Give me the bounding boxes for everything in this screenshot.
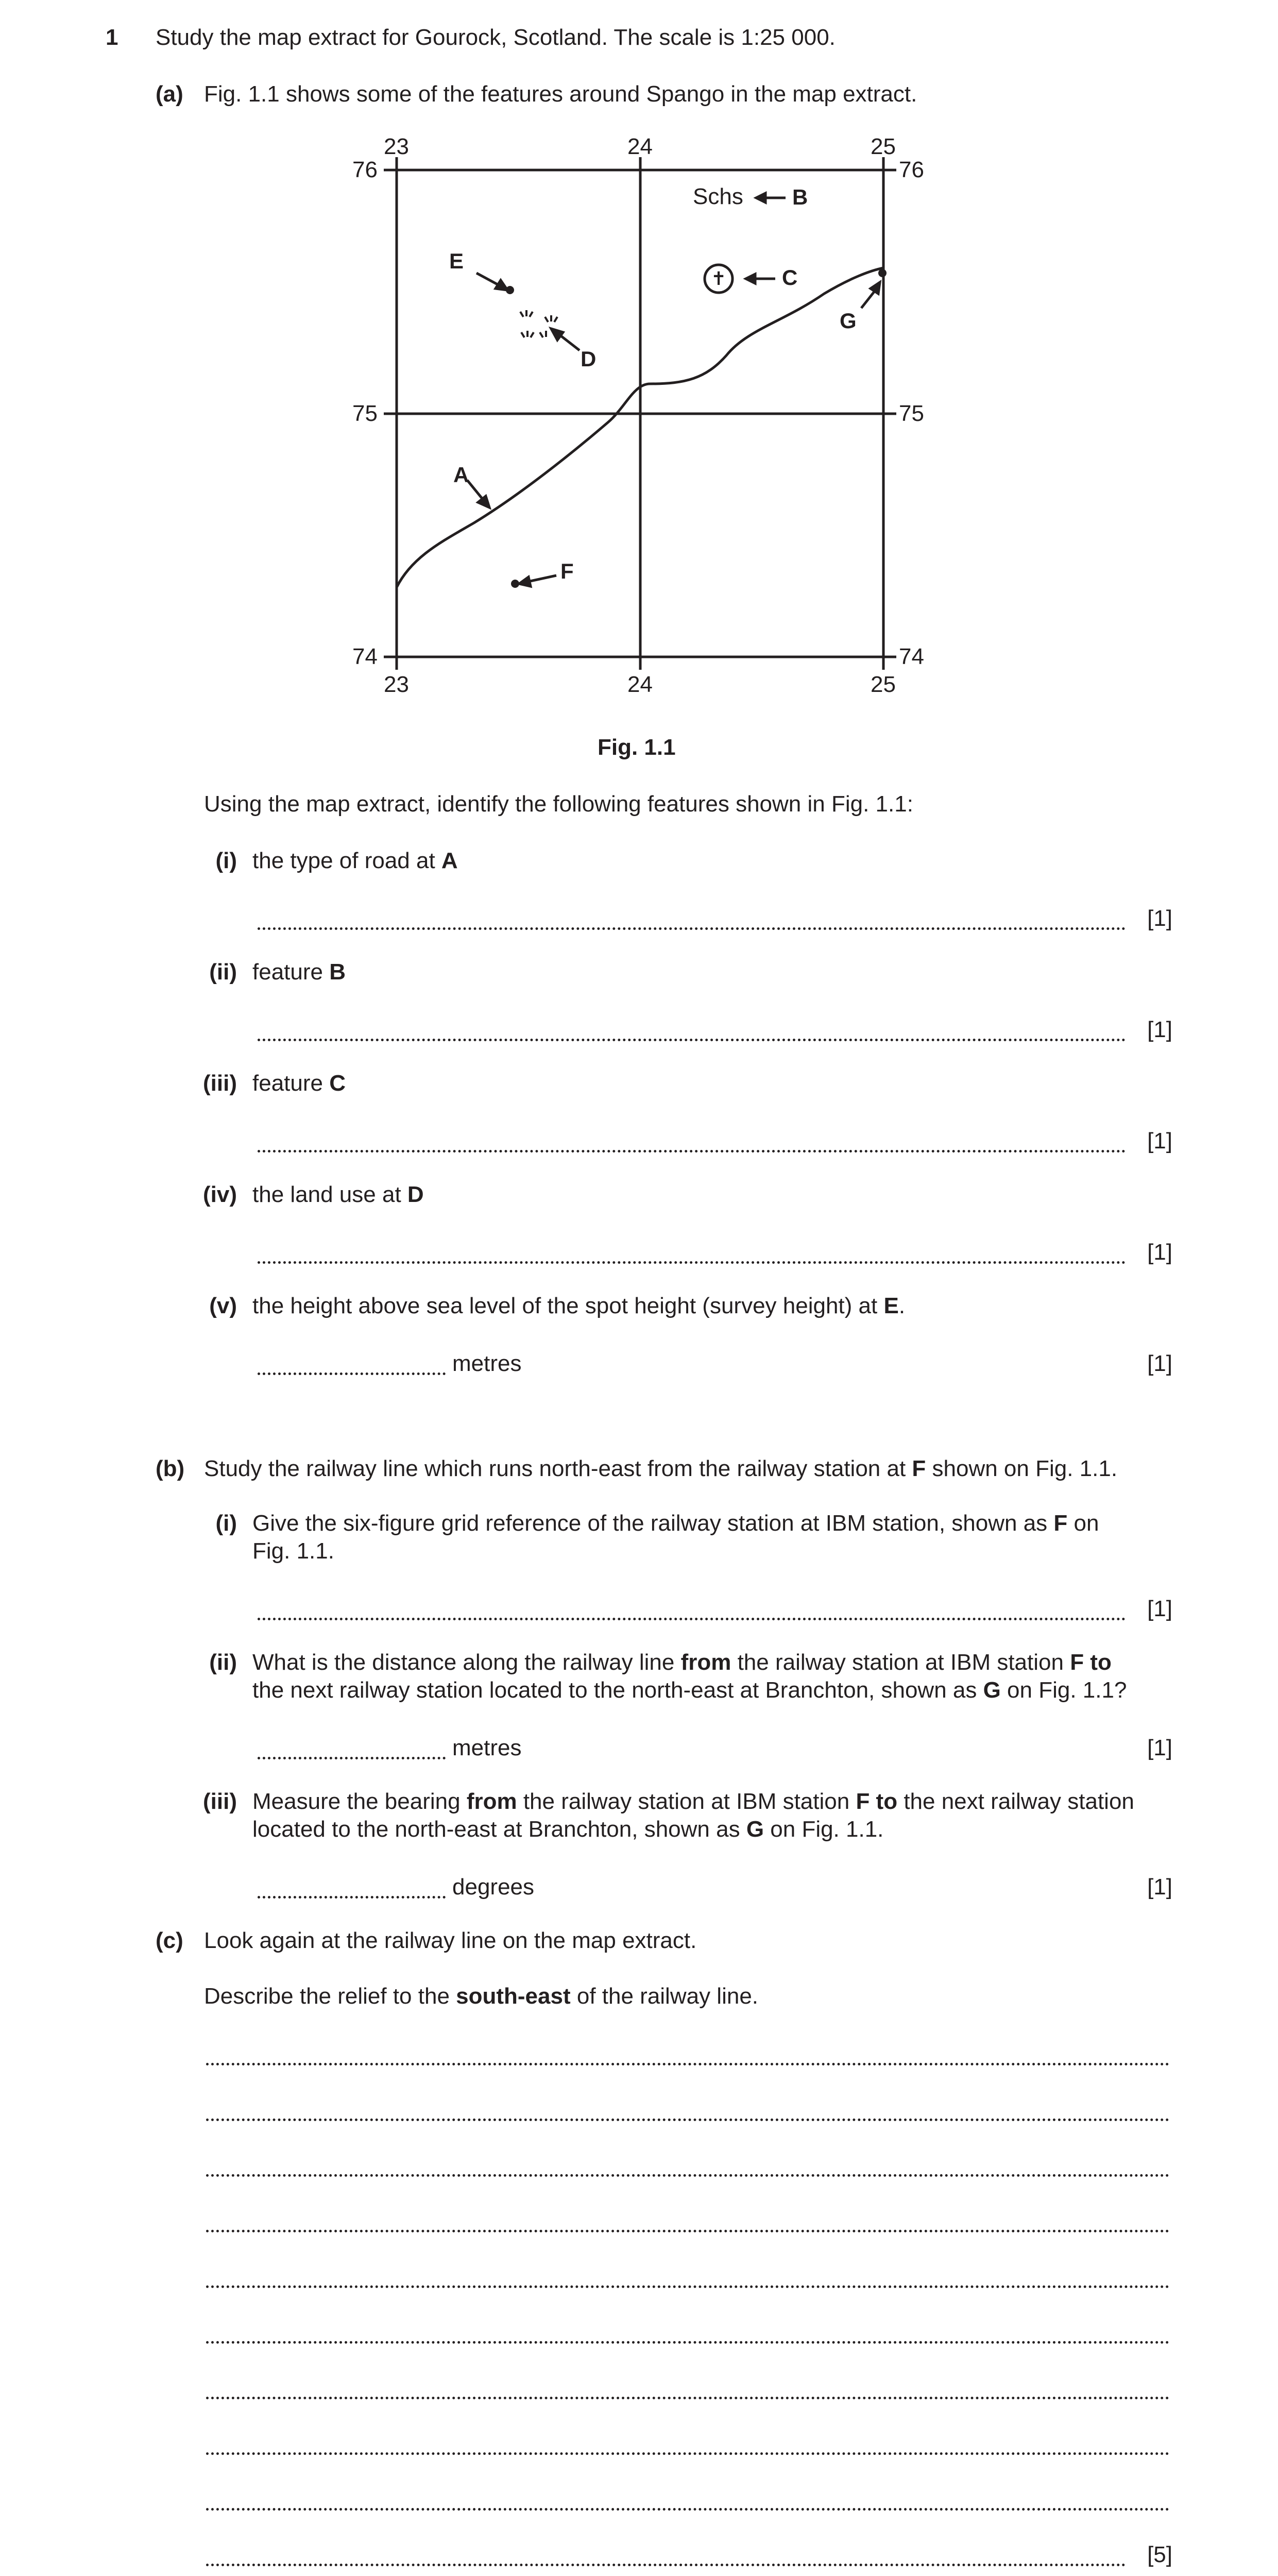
answer-line-c-4[interactable] (206, 2230, 1169, 2232)
unit-b-ii: metres (452, 1735, 522, 1760)
answer-line-c-3[interactable] (206, 2174, 1169, 2177)
land-use-symbol-D (520, 310, 557, 337)
answer-line-c-10[interactable] (206, 2564, 1126, 2566)
answer-line-a-v[interactable] (258, 1372, 446, 1375)
map-label-B: B (792, 185, 808, 209)
item-b-iii-line2: located to the north-east at Branchton, shown as G on Fig. 1.1. (252, 1817, 884, 1842)
chapel-cross-icon: ✝ (711, 268, 727, 289)
answer-line-c-6[interactable] (206, 2341, 1169, 2344)
map-label-C: C (782, 265, 798, 290)
question-number: 1 (106, 25, 118, 50)
marks-a-v: [1] (1147, 1351, 1172, 1376)
map-label-E: E (449, 249, 464, 273)
y-tick-right-74: 74 (899, 644, 924, 669)
y-tick-left-74: 74 (352, 644, 378, 669)
marks-a-iv: [1] (1147, 1240, 1172, 1265)
item-a-ii-num: (ii) (209, 959, 237, 985)
unit-a-v: metres (452, 1351, 522, 1376)
part-c-label: (c) (156, 1928, 183, 1953)
part-a-label: (a) (156, 81, 183, 107)
unit-b-iii: degrees (452, 1874, 535, 1900)
part-c-intro: Look again at the railway line on the map extract. (204, 1928, 697, 1953)
y-tick-left-76: 76 (352, 157, 378, 182)
marks-b-i: [1] (1147, 1596, 1172, 1621)
answer-line-c-7[interactable] (206, 2397, 1169, 2399)
marks-a-ii: [1] (1147, 1017, 1172, 1042)
answer-line-b-iii[interactable] (258, 1896, 446, 1899)
part-b-label: (b) (156, 1456, 185, 1481)
answer-line-b-ii[interactable] (258, 1757, 446, 1759)
x-tick-top-24: 24 (627, 134, 653, 159)
x-tick-bottom-25: 25 (871, 672, 896, 697)
item-a-ii-text: feature B (252, 959, 346, 985)
answer-line-b-i[interactable] (258, 1618, 1126, 1620)
x-tick-bottom-24: 24 (627, 672, 653, 697)
item-a-i-num: (i) (215, 848, 237, 873)
map-label-F: F (560, 559, 574, 583)
answer-line-c-2[interactable] (206, 2119, 1169, 2121)
answer-line-a-iv[interactable] (258, 1261, 1126, 1264)
item-a-iv-text: the land use at D (252, 1182, 424, 1207)
item-b-i-line1: Give the six-figure grid reference of the railway station at IBM station, shown as F on (252, 1511, 1099, 1536)
map-grid (384, 157, 896, 670)
y-tick-right-76: 76 (899, 157, 924, 182)
map-figure (0, 0, 1278, 721)
item-b-ii-line1: What is the distance along the railway line from the railway station at IBM station F to (252, 1650, 1112, 1675)
answer-line-c-1[interactable] (206, 2063, 1169, 2065)
answer-line-c-5[interactable] (206, 2285, 1169, 2288)
item-b-i-line2: Fig. 1.1. (252, 1538, 334, 1564)
answer-line-a-ii[interactable] (258, 1039, 1126, 1041)
map-label-A: A (453, 463, 469, 487)
item-b-i-num: (i) (215, 1511, 237, 1536)
answer-line-c-8[interactable] (206, 2452, 1169, 2455)
point-G (878, 269, 887, 277)
item-a-v-num: (v) (209, 1293, 237, 1318)
fig-caption: Fig. 1.1 (598, 735, 676, 760)
x-tick-bottom-23: 23 (384, 672, 409, 697)
marks-b-ii: [1] (1147, 1735, 1172, 1760)
map-label-schs: Schs (693, 184, 743, 209)
y-tick-left-75: 75 (352, 401, 378, 426)
item-b-iii-num: (iii) (203, 1789, 237, 1814)
marks-a-i: [1] (1147, 906, 1172, 931)
item-a-v-text: the height above sea level of the spot height (survey height) at E. (252, 1293, 906, 1318)
y-tick-right-75: 75 (899, 401, 924, 426)
item-a-iii-num: (iii) (203, 1071, 237, 1096)
map-label-G: G (840, 309, 857, 333)
answer-line-a-i[interactable] (258, 927, 1126, 930)
answer-line-a-iii[interactable] (258, 1150, 1126, 1153)
item-b-iii-line1: Measure the bearing from the railway station at IBM station F to the next railway station (252, 1789, 1134, 1814)
item-b-ii-line2: the next railway station located to the north-east at Branchton, shown as G on Fig. 1.1? (252, 1677, 1127, 1703)
marks-c: [5] (1147, 2542, 1172, 2567)
item-a-iii-text: feature C (252, 1071, 346, 1096)
part-b-intro: Study the railway line which runs north-east from the railway station at F shown on Fig. 1.1. (204, 1456, 1118, 1481)
question-intro: Study the map extract for Gourock, Scotland. The scale is 1:25 000. (156, 25, 836, 50)
part-a-instruction: Using the map extract, identify the following features shown in Fig. 1.1: (204, 791, 913, 817)
item-a-iv-num: (iv) (203, 1182, 237, 1207)
x-tick-top-25: 25 (871, 134, 896, 159)
item-a-i-text: the type of road at A (252, 848, 458, 873)
answer-line-c-9[interactable] (206, 2508, 1169, 2511)
x-tick-top-23: 23 (384, 134, 409, 159)
part-a-intro: Fig. 1.1 shows some of the features around Spango in the map extract. (204, 81, 917, 107)
part-c-instruction: Describe the relief to the south-east of the railway line. (204, 1984, 759, 2009)
marks-b-iii: [1] (1147, 1874, 1172, 1900)
map-label-D: D (581, 347, 597, 371)
item-b-ii-num: (ii) (209, 1650, 237, 1675)
marks-a-iii: [1] (1147, 1128, 1172, 1154)
